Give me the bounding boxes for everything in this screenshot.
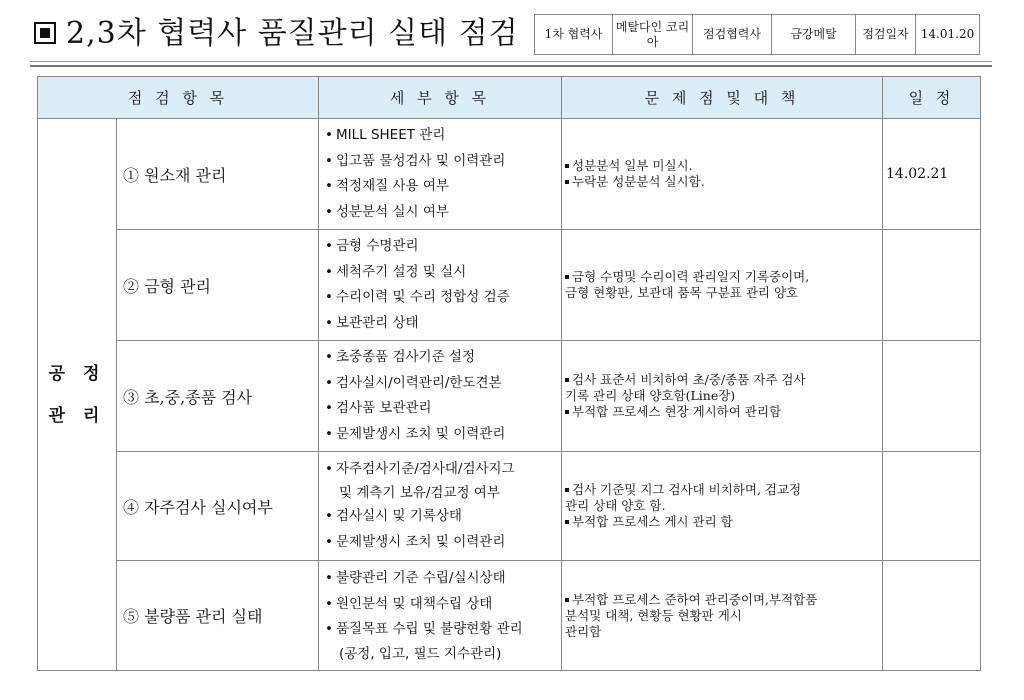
detail-list [325, 345, 561, 447]
table-row [38, 119, 981, 230]
detail-item: • 금형 수명관리 [325, 234, 561, 260]
check-item: ② 금형 관리 [117, 230, 319, 341]
check-item: ④ 자주검사 실시여부 [117, 452, 319, 561]
table-header-row [38, 77, 981, 119]
detail-list [325, 457, 561, 556]
table-row [38, 452, 981, 561]
category-line-1: 공 정 [48, 363, 106, 384]
issue-line: 검사 표준서 비치하여 초/중/종품 자주 검사 [565, 372, 882, 388]
detail-item: • 초중종품 검사기준 설정 [325, 345, 561, 371]
detail-item: • MILL SHEET 관리 [325, 123, 561, 149]
detail-item: • 문제발생시 조치 및 이력관리 [325, 422, 561, 448]
issue-cell [562, 119, 883, 230]
issue-line: 부적합 프로세스 게시 관리 함 [565, 514, 882, 530]
issue-line: 부적합 프로세스 준하여 관리중이며,부적합품 [565, 592, 882, 608]
detail-cell [319, 230, 562, 341]
schedule-cell [883, 561, 981, 671]
title-divider-thick [30, 65, 992, 67]
schedule-cell [883, 230, 981, 341]
detail-item: • 검사품 보관관리 [325, 396, 561, 422]
issue-line: 관리함 [565, 623, 602, 639]
issue-line: 부적합 프로세스 현장 게시하여 관리함 [565, 404, 882, 420]
info-value-tier1: 메탈다인 코리아 [613, 15, 693, 55]
issue-line: 성분분석 일부 미실시. [565, 158, 882, 174]
header-check-item: 점 검 항 목 [38, 77, 319, 119]
issue-line: 금형 현황판, 보관대 품목 구분표 관리 양호 [565, 285, 799, 300]
detail-item: • 세척주기 설정 및 실시 [325, 260, 561, 286]
detail-cell [319, 561, 562, 671]
detail-list [325, 566, 561, 665]
info-value-partner: 금강메탈 [772, 15, 856, 55]
info-label-tier1: 1차 협력사 [535, 15, 613, 55]
category-line-2: 관 리 [48, 405, 106, 426]
detail-item: • 검사실시/이력관리/한도견본 [325, 371, 561, 397]
check-item: ① 원소재 관리 [117, 119, 319, 230]
issue-cell [562, 452, 883, 561]
filled-square-icon [34, 22, 56, 44]
issue-line: 검사 기준및 지그 검사대 비치하며, 검교정 [565, 482, 882, 498]
detail-cell [319, 452, 562, 561]
info-value-date: 14.01.20 [916, 15, 980, 55]
inspection-info-table [534, 14, 980, 55]
issue-cell [562, 341, 883, 452]
issue-cell [562, 230, 883, 341]
header-schedule: 일 정 [883, 77, 981, 119]
detail-item: • 입고품 물성검사 및 이력관리 [325, 149, 561, 175]
table-row [38, 230, 981, 341]
info-label-date: 점검일자 [856, 15, 916, 55]
title-divider [30, 61, 992, 62]
info-label-partner: 점검협력사 [693, 15, 772, 55]
detail-item: • 적정재질 사용 여부 [325, 174, 561, 200]
category-cell [38, 119, 117, 671]
header-detail-item: 세 부 항 목 [319, 77, 562, 119]
issue-line: 관리 상태 양호 함. [565, 498, 666, 513]
schedule-cell: 14.02.21 [883, 119, 981, 230]
detail-cell [319, 341, 562, 452]
detail-item: • 문제발생시 조치 및 이력관리 [325, 530, 561, 556]
check-item: ③ 초,중,종품 검사 [117, 341, 319, 452]
table-row [38, 341, 981, 452]
detail-item: (공정, 입고, 필드 지수관리) [339, 645, 502, 662]
detail-list [325, 234, 561, 336]
detail-item: • 품질목표 수립 및 불량현황 관리 [325, 617, 561, 643]
detail-cell [319, 119, 562, 230]
detail-item: 및 계측기 보유/검교정 여부 [339, 485, 500, 502]
issue-line: 누락분 성분분석 실시함. [565, 174, 882, 190]
detail-item: • 보관관리 상태 [325, 311, 561, 337]
detail-item: • 검사실시 및 기록상태 [325, 504, 561, 530]
schedule-cell [883, 452, 981, 561]
issue-line: 분석및 대책, 현황등 현황판 게시 [565, 607, 742, 623]
page-title [34, 14, 519, 54]
issue-cell [562, 561, 883, 671]
page-title-text: 2,3차 협력사 품질관리 실태 점검 [66, 16, 519, 51]
header-issues: 문 제 점 및 대 책 [562, 77, 883, 119]
detail-item: • 자주검사기준/검사대/검사지그 [325, 457, 561, 483]
check-item: ⑤ 불량품 관리 실태 [117, 561, 319, 671]
detail-item: • 원인분석 및 대책수립 상태 [325, 592, 561, 618]
detail-item: • 성분분석 실시 여부 [325, 200, 561, 226]
detail-item: • 불량관리 기준 수립/실시상태 [325, 566, 561, 592]
detail-item: • 수리이력 및 수리 정합성 검증 [325, 285, 561, 311]
detail-list [325, 123, 561, 225]
issue-line: 기록 관리 상태 양호함(Line장) [565, 388, 736, 403]
inspection-table [37, 76, 981, 671]
issue-line: 금형 수명및 수리이력 관리일지 기록중이며, [565, 269, 882, 285]
table-row [38, 561, 981, 671]
schedule-cell [883, 341, 981, 452]
inspection-info-row [535, 15, 980, 55]
